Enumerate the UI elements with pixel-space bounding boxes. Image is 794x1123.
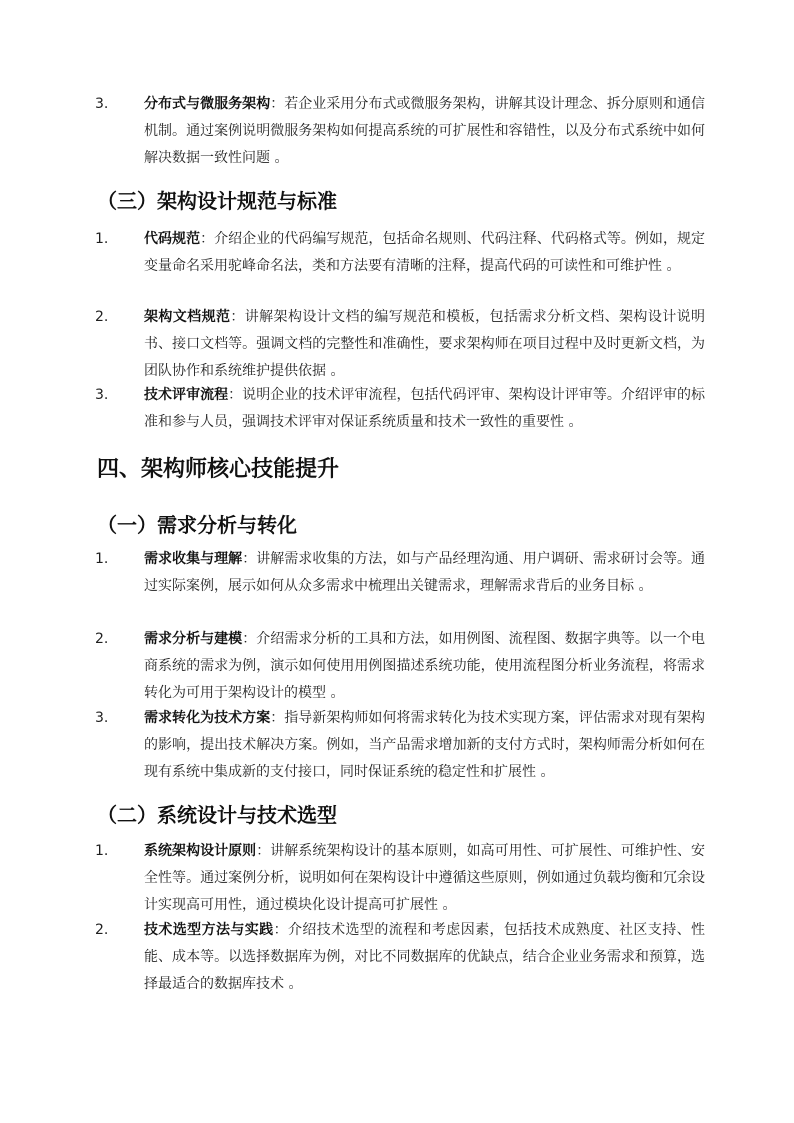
list-item bbox=[95, 546, 705, 600]
list-item-number: 3. bbox=[95, 387, 109, 403]
list-item bbox=[95, 705, 705, 786]
list-item-body bbox=[144, 838, 705, 919]
list-item-number: 1. bbox=[95, 231, 109, 247]
chapter-heading-core-skills: 四、架构师核心技能提升 bbox=[97, 457, 340, 482]
list-item-number: 3. bbox=[95, 710, 109, 726]
list-item-body bbox=[144, 705, 705, 786]
list-item-body bbox=[144, 917, 705, 998]
list-item-number: 1. bbox=[95, 843, 109, 859]
list-item-term: 技术评审流程 bbox=[144, 387, 229, 403]
list-item bbox=[95, 226, 705, 280]
list-item-text: ：指导新架构师如何将需求转化为技术实现方案，评估需求对现有架构的影响，提出技术解决方案。例如，当产品需求增加新的支付方式时，架构师需分析如何在现有系统中集成新的支付接口，同时保证系统的稳定性和扩展性 。 bbox=[144, 710, 706, 780]
section-heading-requirements-analysis: （一）需求分析与转化 bbox=[97, 513, 297, 537]
list-item-number: 2. bbox=[95, 631, 109, 647]
list-item-text: ：若企业采用分布式或微服务架构，讲解其设计理念、拆分原则和通信机制。通过案例说明微服务架构如何提高系统的可扩展性和容错性，以及分布式系统中如何解决数据一致性问题 。 bbox=[144, 96, 706, 166]
section-heading-system-design: （二）系统设计与技术选型 bbox=[97, 803, 337, 827]
list-item-term: 分布式与微服务架构 bbox=[144, 96, 271, 112]
list-item bbox=[95, 304, 705, 385]
list-item bbox=[95, 382, 705, 436]
list-item bbox=[95, 838, 705, 919]
list-item-text: ：介绍需求分析的工具和方法，如用例图、流程图、数据字典等。以一个电商系统的需求为例，演示如何使用用例图描述系统功能，使用流程图分析业务流程，将需求转化为可用于架构设计的模型 。 bbox=[144, 631, 706, 701]
list-item-number: 1. bbox=[95, 551, 109, 567]
list-item-body bbox=[144, 382, 705, 436]
list-item-number: 2. bbox=[95, 922, 109, 938]
list-item-term: 需求分析与建模 bbox=[144, 631, 243, 647]
list-item-text: ：讲解需求收集的方法，如与产品经理沟通、用户调研、需求研讨会等。通过实际案例，展示如何从众多需求中梳理出关键需求，理解需求背后的业务目标 。 bbox=[144, 551, 706, 594]
list-item-term: 代码规范 bbox=[144, 231, 201, 247]
list-item bbox=[95, 626, 705, 707]
list-item-text: ：讲解架构设计文档的编写规范和模板，包括需求分析文档、架构设计说明书、接口文档等。强调文档的完整性和准确性，要求架构师在项目过程中及时更新文档，为团队协作和系统维护提供依据 。 bbox=[144, 309, 706, 379]
list-item-number: 3. bbox=[95, 96, 109, 112]
list-item-text: ：讲解系统架构设计的基本原则，如高可用性、可扩展性、可维护性、安全性等。通过案例分析，说明如何在架构设计中遵循这些原则，例如通过负载均衡和冗余设计实现高可用性，通过模块化设计提高可扩展性 。 bbox=[144, 843, 706, 913]
list-item bbox=[95, 91, 705, 172]
list-item-term: 需求转化为技术方案 bbox=[144, 710, 271, 726]
list-item-term: 系统架构设计原则 bbox=[144, 843, 257, 859]
list-item-text: ：介绍企业的代码编写规范，包括命名规则、代码注释、代码格式等。例如，规定变量命名采用驼峰命名法，类和方法要有清晰的注释，提高代码的可读性和可维护性 。 bbox=[144, 231, 706, 274]
list-item-text: ：介绍技术选型的流程和考虑因素，包括技术成熟度、社区支持、性能、成本等。以选择数据库为例，对比不同数据库的优缺点，结合企业业务需求和预算，选择最适合的数据库技术 。 bbox=[144, 922, 706, 992]
list-item-body bbox=[144, 226, 705, 280]
list-item-term: 技术选型方法与实践 bbox=[144, 922, 274, 938]
list-item bbox=[95, 917, 705, 998]
list-item-body bbox=[144, 304, 705, 385]
list-item-text: ：说明企业的技术评审流程，包括代码评审、架构设计评审等。介绍评审的标准和参与人员，强调技术评审对保证系统质量和技术一致性的重要性 。 bbox=[144, 387, 706, 430]
list-item-number: 2. bbox=[95, 309, 109, 325]
list-item-body bbox=[144, 546, 705, 600]
list-item-term: 需求收集与理解 bbox=[144, 551, 243, 567]
list-item-term: 架构文档规范 bbox=[144, 309, 231, 325]
section-heading-architecture-standards: （三）架构设计规范与标准 bbox=[97, 189, 337, 213]
list-item-body bbox=[144, 626, 705, 707]
list-item-body bbox=[144, 91, 705, 172]
